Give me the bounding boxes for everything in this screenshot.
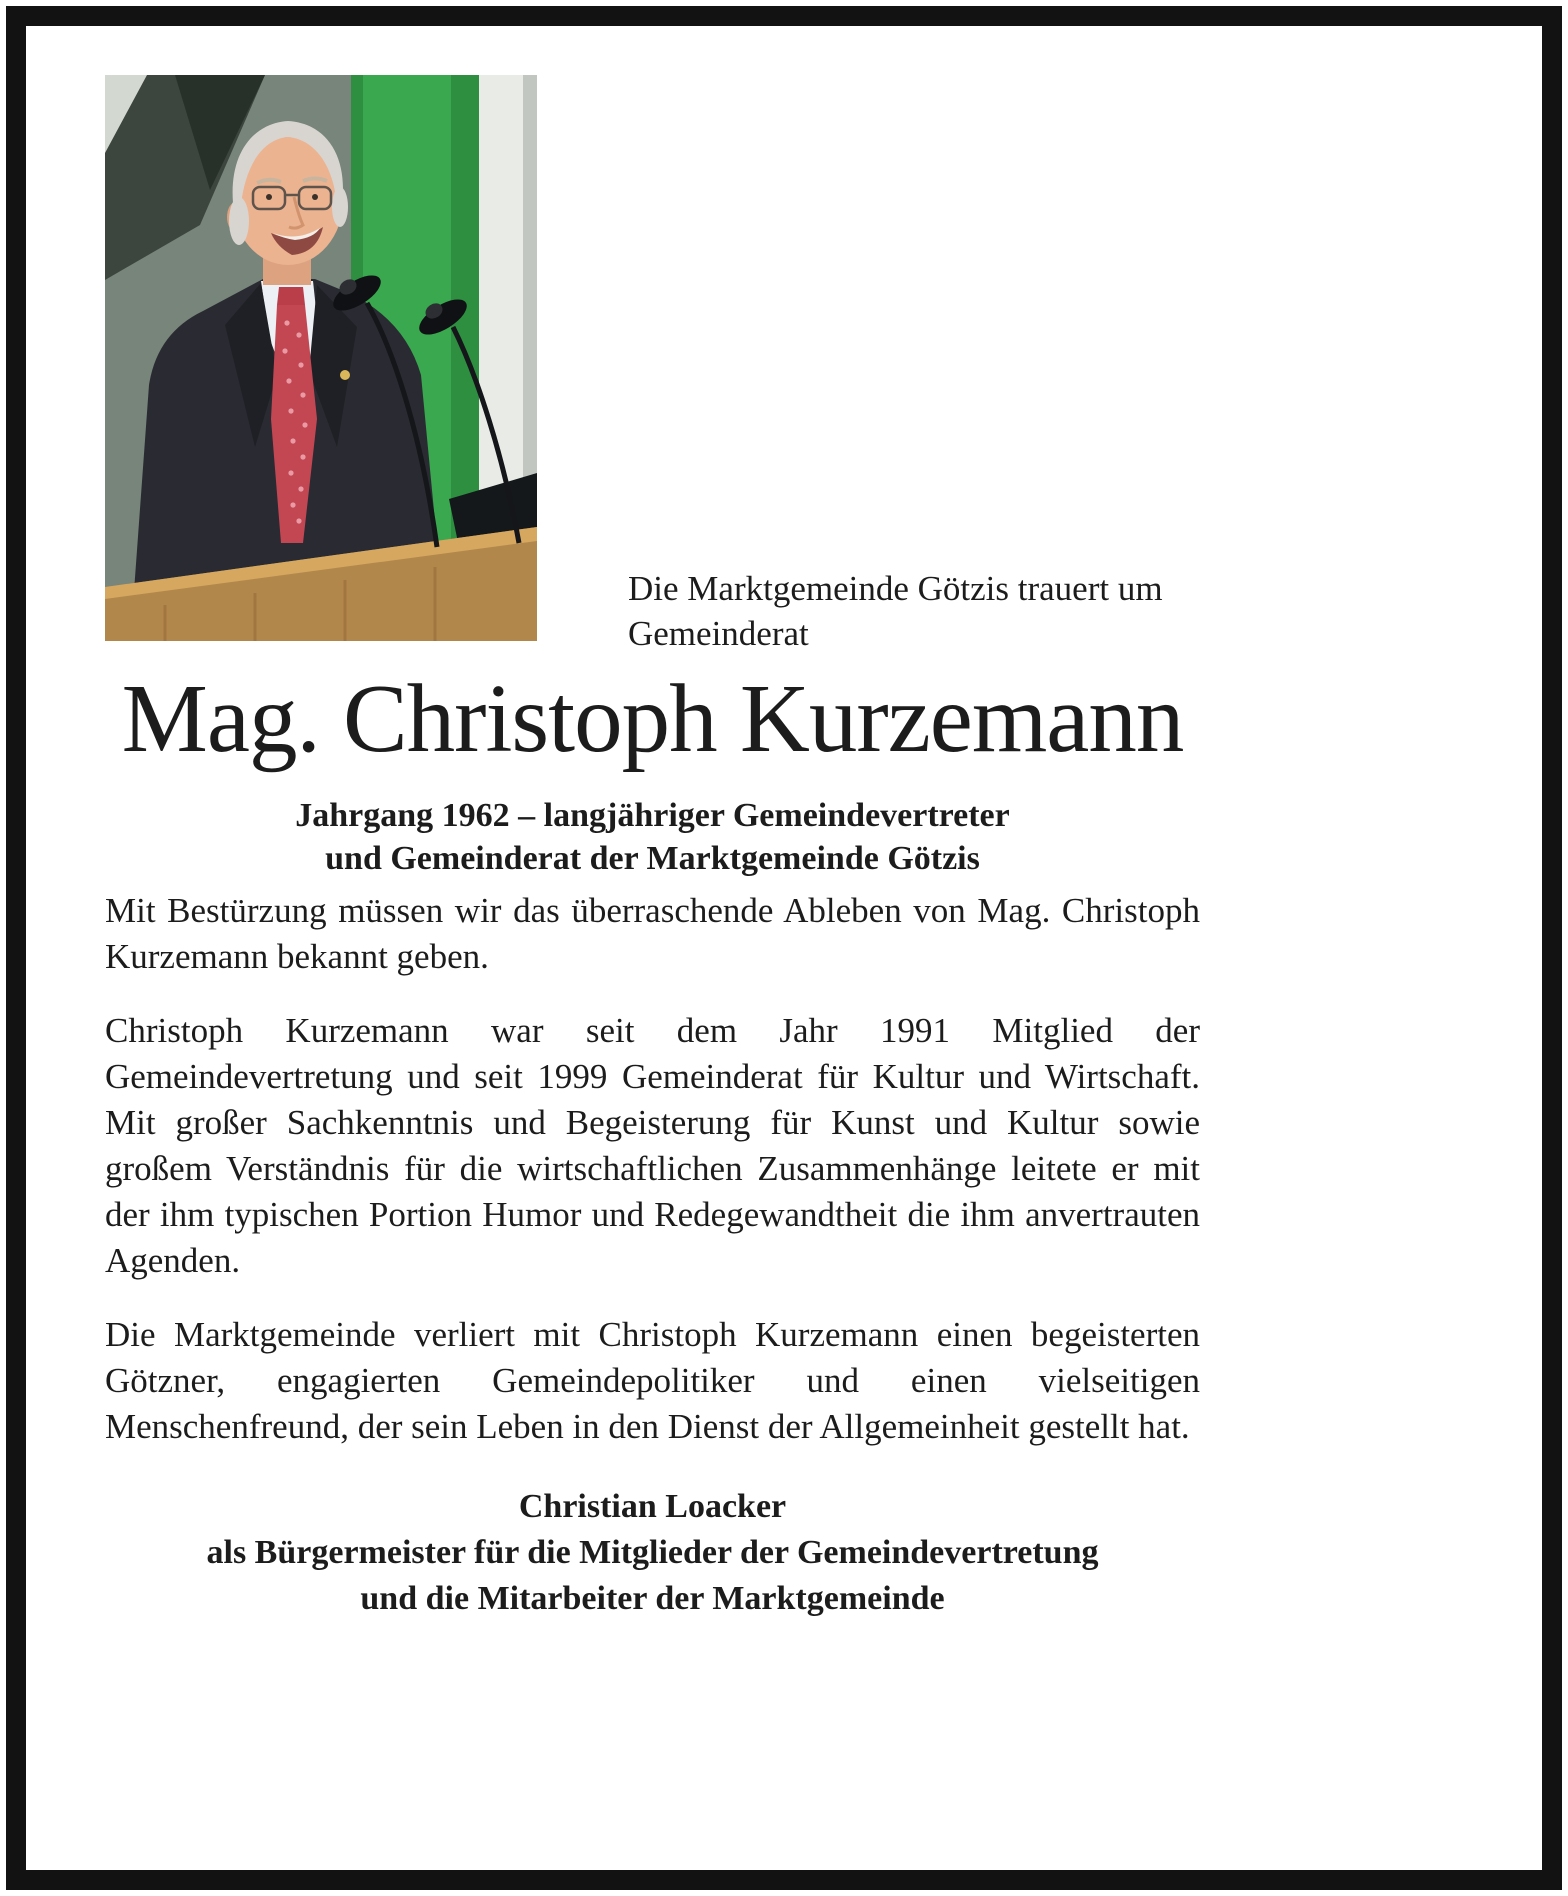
subtitle-line-2: und Gemeinderat der Marktgemeinde Götzis	[325, 840, 980, 877]
signature-name: Christian Loacker	[518, 1488, 787, 1525]
paragraph-biography: Christoph Kurzemann war seit dem Jahr 1991 Mitglied der Gemeindevertretung und seit 1999 Gemeinderat für Kultur und Wirtschaft. Mit großer Sachkenntnis und Begeisterung für Kunst und Kultur sowie großem Verständnis für die wirtschaftlichen Zusammenhänge leitete er mit der ihm typischen Portion Humor und Redegewandtheit die ihm anvertrauten Agenden.	[105, 1011, 1200, 1280]
paragraph-announcement: Mit Bestürzung müssen wir das überraschende Ableben von Mag. Christoph Kurzemann bekannt geben.	[105, 891, 1200, 976]
signature-block	[105, 1484, 1200, 1622]
subtitle	[105, 794, 1200, 880]
intro-line-2: Gemeinderat	[628, 614, 809, 653]
subtitle-line-1: Jahrgang 1962 – langjähriger Gemeindevertreter	[295, 797, 1010, 834]
intro-text	[628, 566, 1163, 656]
paragraph-tribute: Die Marktgemeinde verliert mit Christoph Kurzemann einen begeisterten Götzner, engagierten Gemeindepolitiker und einen vielseitigen Menschenfreund, der sein Leben in den Dienst der Allgemeinheit gestellt hat.	[105, 1315, 1200, 1446]
portrait-photo-illustration	[105, 75, 537, 641]
body-text	[105, 888, 1200, 1622]
portrait-photo	[105, 75, 537, 641]
signature-org-line: und die Mitarbeiter der Marktgemeinde	[360, 1580, 945, 1617]
deceased-name-title: Mag. Christoph Kurzemann	[121, 665, 1184, 772]
intro-line-1: Die Marktgemeinde Götzis trauert um	[628, 569, 1163, 608]
signature-role-line: als Bürgermeister für die Mitglieder der Gemeindevertretung	[206, 1534, 1099, 1571]
